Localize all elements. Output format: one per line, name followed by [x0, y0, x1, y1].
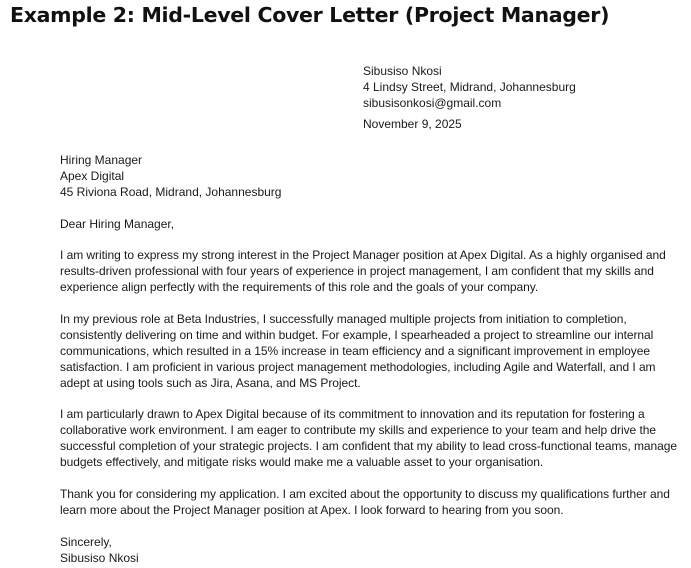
- body-paragraph-motivation: I am particularly drawn to Apex Digital because of its commitment to innovation and its reputation for fostering a collaborative work environment. I am eager to contribute my skills and experience to your team and help drive the successful completion of your strategic projects. I am confident that my ability to lead cross-functional teams, manage budgets effectively, and mitigate risks would make me a valuable asset to your organisation.: [60, 407, 678, 469]
- closing-block: [60, 534, 139, 566]
- recipient-address: 45 Riviona Road, Midrand, Johannesburg: [60, 185, 282, 199]
- sender-block: [363, 63, 683, 111]
- recipient-title: Hiring Manager: [60, 153, 143, 167]
- sender-address: 4 Lindsy Street, Midrand, Johannesburg: [363, 80, 576, 94]
- letter-date: November 9, 2025: [363, 117, 462, 131]
- sender-name: Sibusiso Nkosi: [363, 64, 442, 78]
- recipient-block: [60, 152, 281, 200]
- recipient-company: Apex Digital: [60, 169, 125, 183]
- body-paragraph-experience: In my previous role at Beta Industries, I successfully managed multiple projects from initiation to completion, consistently delivering on time and within budget. For example, I spearheaded a project to streamline our internal communications, which resulted in a 15% increase in team efficiency and a significant improvement in employee satisfaction. I am proficient in various project management methodologies, including Agile and Waterfall, and I am adept at using tools such as Jira, Asana, and MS Project.: [60, 312, 656, 390]
- sender-email: sibusisonkosi@gmail.com: [363, 96, 502, 110]
- signature-name: Sibusiso Nkosi: [60, 551, 139, 565]
- valediction: Sincerely,: [60, 535, 112, 549]
- body-paragraph-intro: I am writing to express my strong interest in the Project Manager position at Apex Digital. As a highly organised and results-driven professional with four years of experience in project management, I am confident that my skills and experience align perfectly with the requirements of this role and the goals of your company.: [60, 248, 666, 294]
- body-paragraph-closing: Thank you for considering my application. I am excited about the opportunity to discuss my qualifications further and learn more about the Project Manager position at Apex. I look forward to hearing from you soon.: [60, 487, 670, 517]
- page-title: Example 2: Mid-Level Cover Letter (Project Manager): [10, 3, 610, 27]
- salutation: Dear Hiring Manager,: [60, 217, 175, 231]
